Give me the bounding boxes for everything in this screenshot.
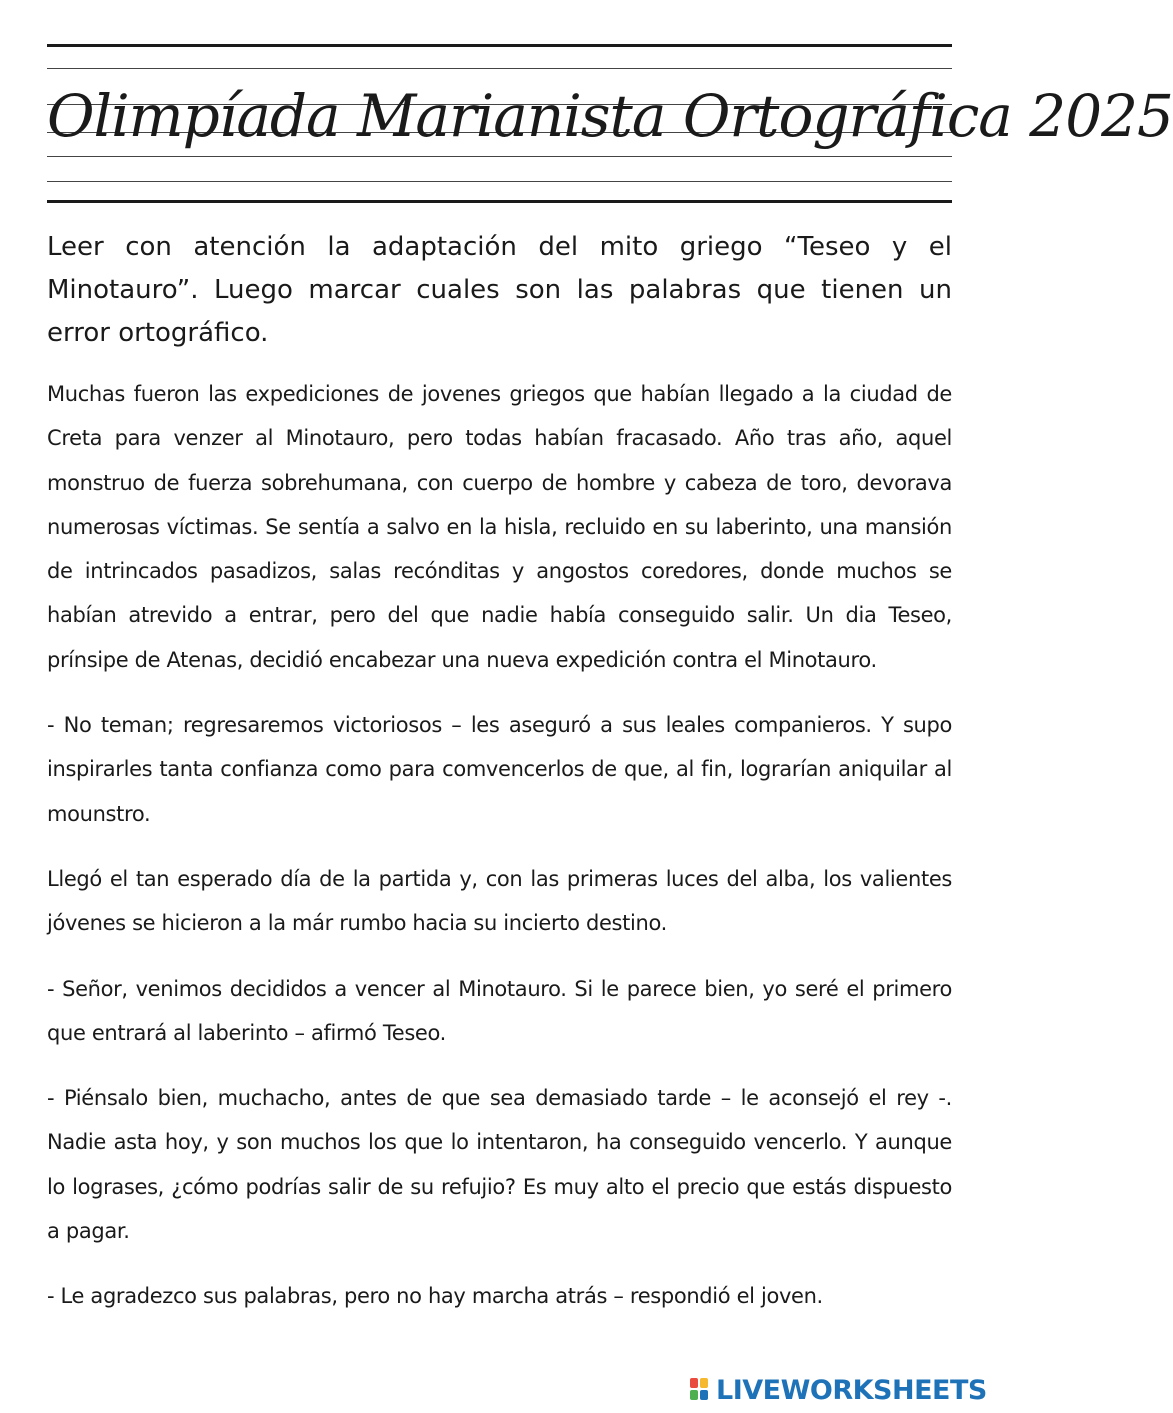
story-paragraph: - Piénsalo bien, muchacho, antes de que sea demasiado tarde – le aconsejó el rey -. Nadie asta hoy, y son muchos los que lo intentaron, ha conseguido vencerlo. Y aunque lo lograses, ¿cómo podrías salir de su refujio? Es muy alto el precio que estás dispuesto a pagar.	[47, 1086, 952, 1244]
story-text	[47, 372, 952, 1340]
story-paragraph: - Le agradezco sus palabras, pero no hay marcha atrás – respondió el joven.	[47, 1284, 823, 1309]
instructions-text: Leer con atención la adaptación del mito griego “Teseo y el Minotauro”. Luego marcar cuales son las palabras que tienen un error ortográfico.	[47, 232, 952, 348]
logo-text: LIVEWORKSHEETS	[716, 1374, 987, 1406]
guide-line	[47, 68, 952, 69]
header-top-rule	[47, 44, 952, 47]
story-paragraph: Muchas fueron las expediciones de jovenes griegos que habían llegado a la ciudad de Creta para venzer al Minotauro, pero todas habían fracasado. Año tras año, aquel monstruo de fuerza sobrehumana, con cuerpo de hombre y cabeza de toro, devorava numerosas víctimas. Se sentía a salvo en la hisla, recluido en su laberinto, una mansión de intrincados pasadizos, salas recónditas y angostos coredores, donde muchos se habían atrevido a entrar, pero del que nadie había conseguido salir. Un dia Teseo, prínsipe de Atenas, decidió encabezar una nueva expedición contra el Minotauro.	[47, 382, 952, 672]
liveworksheets-logo-icon	[690, 1378, 710, 1402]
page-title: Olimpíada Marianista Ortográfica 2025	[47, 82, 1173, 150]
story-paragraph: - Señor, venimos decididos a vencer al Minotauro. Si le parece bien, yo seré el primero que entrará al laberinto – afirmó Teseo.	[47, 976, 952, 1045]
header-bottom-rule	[47, 200, 952, 203]
story-paragraph: Llegó el tan esperado día de la partida y, con las primeras luces del alba, los valientes jóvenes se hicieron a la már rumbo hacia su incierto destino.	[47, 866, 952, 936]
story-paragraph: - No teman; regresaremos victoriosos – les aseguró a sus leales companieros. Y supo inspirarles tanta confianza como para comvencerlos de que, al fin, lograrían aniquilar al mounstro.	[47, 713, 952, 826]
header-banner	[47, 44, 1173, 204]
liveworksheets-logo[interactable]	[690, 1373, 990, 1407]
